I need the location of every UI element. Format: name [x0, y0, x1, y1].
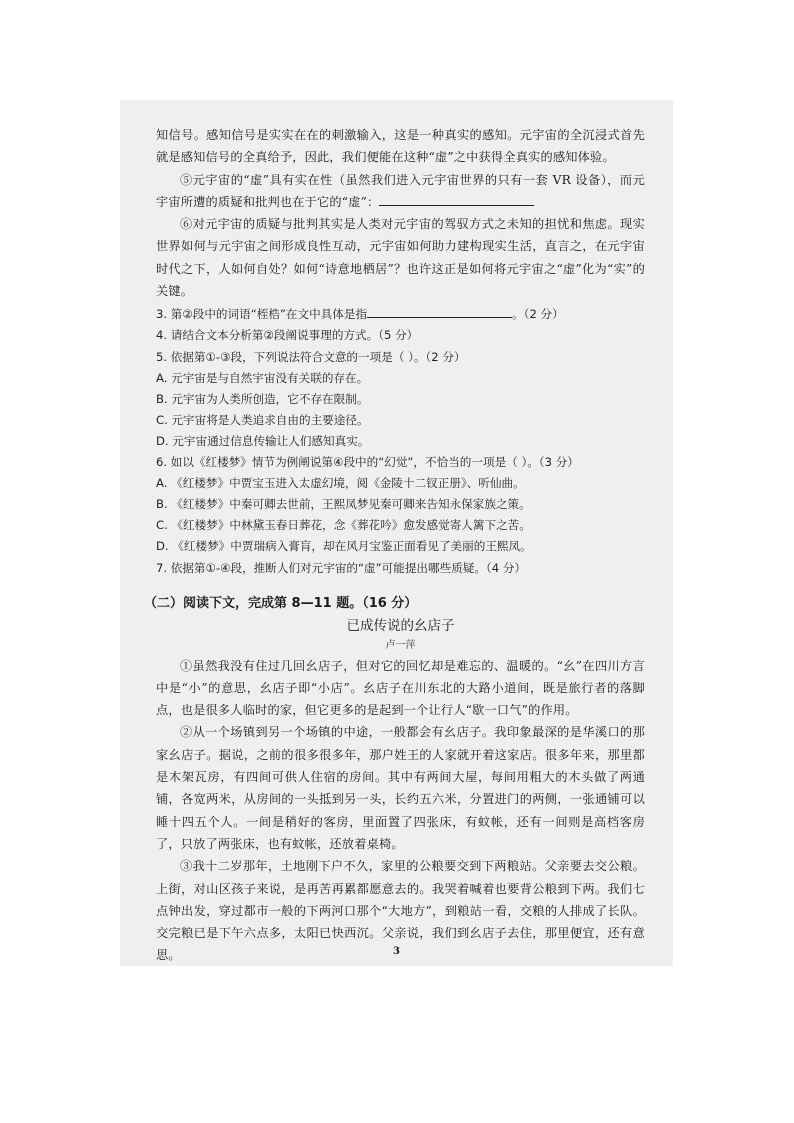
paragraph-5: ⑤元宇宙的“虚”具有实在性（虽然我们进入元宇宙世界的只有一套 VR 设备），而元宇宙所遭的质疑和批判也在于它的“虚”： [156, 172, 645, 209]
question-5: 5. 依据第①-③段，下列说法符合文意的一项是（ ）。（2 分） [156, 349, 466, 364]
option-5c: C. 元宇宙将是人类追求自由的主要途径。 [156, 412, 369, 427]
answer-blank[interactable] [367, 305, 512, 318]
exam-page [120, 100, 673, 966]
question-3: 3. 第②段中的词语“桎梏”在文中具体是指 。（2 分） [156, 307, 564, 322]
article-paragraph-3: ③我十二岁那年，土地刚下户不久，家里的公粮要交到下两粮站。父亲要去交公粮。上街，对山区孩子来说，是再苦再累都愿意去的。我哭着喊着也要背公粮到下两。我们七点钟出发，穿过都市一般的下两河口那个“大地方”，到粮站一看，交粮的人排成了长队。交完粮已是下午六点多，太阳已快西沉。父亲说，我们到幺店子去住，那里便宜，还有意思。 [156, 859, 645, 963]
option-5b: B. 元宇宙为人类所创造，它不存在限制。 [156, 391, 369, 406]
option-6d: D. 《红楼梦》中贾瑞病入膏肓，却在风月宝鉴正面看见了美丽的王熙凤。 [156, 539, 532, 554]
option-6c: C. 《红楼梦》中林黛玉春日葬花，念《葬花吟》愈发感觉寄人篱下之苦。 [156, 518, 531, 533]
article-title: 已成传说的幺店子 [346, 617, 455, 634]
option-5d: D. 元宇宙通过信息传输让人们感知真实。 [156, 433, 370, 448]
fill-blank-line[interactable] [379, 193, 534, 206]
article-author: 卢一萍 [385, 639, 416, 651]
paragraph-4-continued: 知信号。感知信号是实实在在的刺激输入，这是一种真实的感知。元宇宙的全沉浸式首先就是感知信号的全真给予，因此，我们便能在这种“虚”之中获得全真实的感知体验。 [156, 128, 645, 165]
option-6b: B. 《红楼梦》中秦可卿去世前，王熙凤梦见秦可卿来告知永保家族之策。 [156, 497, 531, 512]
option-5a: A. 元宇宙是与自然宇宙没有关联的存在。 [156, 370, 369, 385]
question-list [156, 304, 645, 578]
question-7: 7. 依据第①-④段，推断人们对元宇宙的“虚”可能提出哪些质疑。（4 分） [156, 560, 527, 575]
article-paragraph-1: ①虽然我没有住过几回幺店子，但对它的回忆却是难忘的、温暖的。“幺”在四川方言中是“小”的意思，幺店子即“小店”。幺店子在川东北的大路小道间，既是旅行者的落脚点，也是很多人临时的家，但它更多的是起到一个让行人“歇一口气”的作用。 [156, 658, 645, 718]
question-6: 6. 如以《红楼梦》情节为例阐说第④段中的“幻觉”，不恰当的一项是（ ）。（3 分） [156, 455, 579, 470]
option-6a: A. 《红楼梦》中贾宝玉进入太虚幻境，阅《金陵十二钗正册》、听仙曲。 [156, 476, 525, 491]
section-heading: （二）阅读下文，完成第 8—11 题。（16 分） [144, 595, 418, 611]
paragraph-6: ⑥对元宇宙的质疑与批判其实是人类对元宇宙的驾驭方式之未知的担忧和焦虑。现实世界如何与元宇宙之间形成良性互动，元宇宙如何助力建构现实生活，直言之，在元宇宙时代之下，人如何自处？如何“诗意地栖居”？也许这正是如何将元宇宙之“虚”化为“实”的关键。 [156, 217, 645, 299]
page-number: 3 [393, 946, 400, 957]
article-paragraph-2: ②从一个场镇到另一个场镇的中途，一般都会有幺店子。我印象最深的是华溪口的那家幺店子。据说，之前的很多很多年，那户姓王的人家就开着这家店。很多年来，那里都是木架瓦房，有四间可供人住宿的房间。其中有两间大屋，每间用粗大的木头做了两通铺，各宽两米，从房间的一头抵到另一头，长约五六米，分置进门的两侧，一张通铺可以睡十四五个人。一间是稍好的客房，里面置了四张床，有蚊帐，还有一间则是高档客房了，只放了两张床，也有蚊帐，还放着桌椅。 [156, 725, 645, 851]
question-4: 4. 请结合文本分析第②段阐说事理的方式。（5 分） [156, 328, 419, 343]
